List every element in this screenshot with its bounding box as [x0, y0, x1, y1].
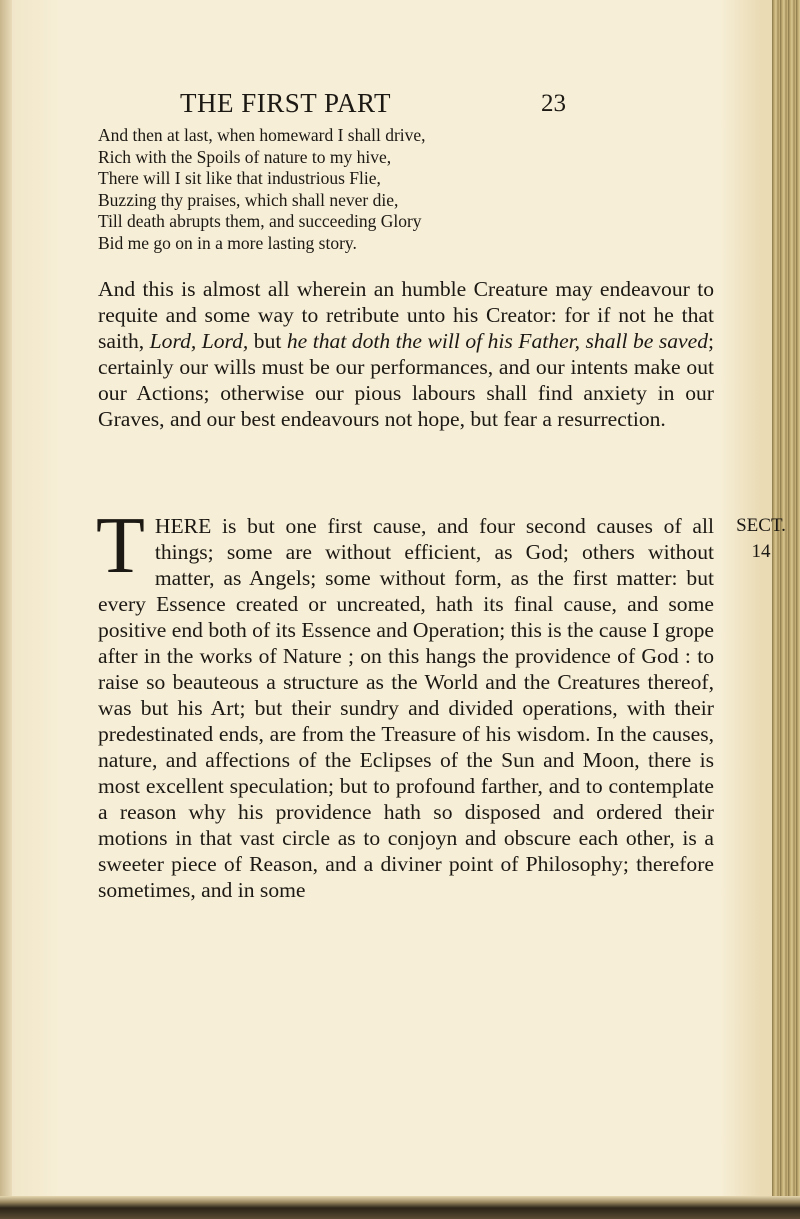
section-margin-note	[726, 513, 796, 565]
verse-block	[98, 125, 618, 254]
page-bottom-edge	[0, 1196, 800, 1219]
drop-cap: T	[96, 502, 145, 590]
verse-line: And then at last, when homeward I shall drive,	[98, 125, 426, 145]
paragraph-text: And this is almost all wherein an humble Creature may endeavour to requite and some way to retribute unto his Creator: for if not he that saith,	[98, 277, 714, 353]
italic-quote-father: he that doth the will of his Father, shall be saved	[286, 329, 709, 353]
section-number: 14	[751, 541, 771, 562]
paragraph-text: but	[248, 329, 287, 353]
section-label: SECT.	[736, 515, 786, 536]
verse-line: Bid me go on in a more lasting story.	[98, 232, 357, 253]
verse-line: Buzzing thy praises, which shall never die,	[98, 189, 399, 210]
page-number: 23	[541, 90, 566, 117]
italic-quote-lord: Lord, Lord,	[149, 329, 249, 353]
paragraph-humble-creature	[98, 276, 714, 432]
running-title: THE FIRST PART	[180, 88, 391, 118]
paragraph-first-cause	[96, 502, 714, 903]
verse-line: Till death abrupts them, and succeeding Glory	[98, 211, 422, 231]
verse-line: There will I sit like that industrious Flie,	[98, 168, 381, 188]
verse-line: Rich with the Spoils of nature to my hive,	[98, 146, 392, 167]
page-left-edge	[0, 0, 12, 1219]
paragraph-text: ; certainly our wills must be our performances, and our intents make out our Actions; otherwise our pious labours shall find anxiety in our Graves, and our best endeavours not hope, but fear a resurrection.	[98, 329, 715, 431]
page-right-edge	[772, 0, 800, 1219]
page-header	[0, 88, 800, 118]
paragraph-text: HERE is but one first cause, and four second causes of all things; some are without efficient, as God; others without matter, as Angels; some without form, as the first matter: but every Essence created or uncreated, hath its final cause, and some positive end both of its Essence and Operation; this is the cause I grope after in the works of Nature ; on this hangs the providence of God : to raise so beauteous a structure as the World and the Creatures thereof, was but his Art; but their sundry and divided operations, with their predestinated ends, are from the Treasure of his wisdom. In the causes, nature, and affections of the Eclipses of the Sun and Moon, there is most excellent speculation; but to profound farther, and to contemplate a reason why his providence hath so disposed and ordered their motions in that vast circle as to conjoyn and obscure each other, is a sweeter piece of Reason, and a diviner point of Philosophy; therefore sometimes, and in some	[98, 514, 714, 902]
